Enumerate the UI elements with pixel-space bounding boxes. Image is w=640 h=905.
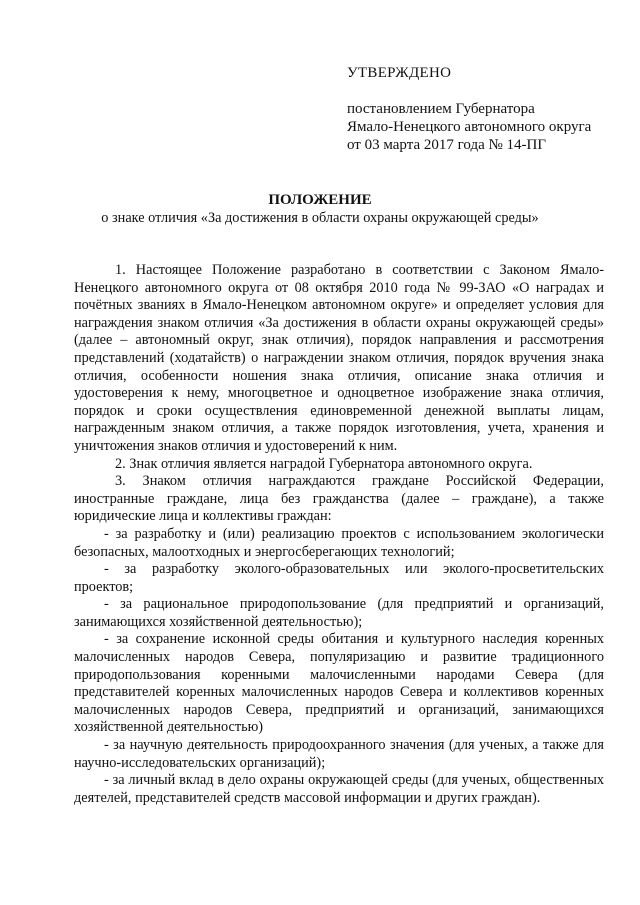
approval-line-1: постановлением Губернатора <box>347 101 535 117</box>
approval-block <box>347 64 627 154</box>
document-subtitle: о знаке отличия «За достижения в области охраны окружающей среды» <box>101 210 539 226</box>
approval-line-3: от 03 марта 2017 года № 14-ПГ <box>347 137 547 153</box>
list-item-3: - за рациональное природопользование (для предприятий и организаций, занимающихся хозяйственной деятельностью); <box>74 596 604 630</box>
approval-line-2: Ямало-Ненецкого автономного округа <box>347 119 592 135</box>
list-item-5: - за научную деятельность природоохранного значения (для ученых, а также для научно-исследовательских организаций); <box>74 737 604 771</box>
paragraph-1: 1. Настоящее Положение разработано в соответствии с Законом Ямало-Ненецкого автономного округа от 08 октября 2010 года № 99-ЗАО «О наградах и почётных званиях в Ямало-Ненецком автономном округе» и определяет условия для награждения знаком отличия «За достижения в области охраны окружающей среды» (далее – автономный округ, знак отличия), порядок направления и рассмотрения представлений (ходатайств) о награждении знаком отличия, порядок вручения знака отличия, особенности ношения знака отличия, описание знака отличия и удостоверения к нему, многоцветное и одноцветное изображение знака отличия, порядок и сроки осуществления единовременной денежной выплаты лицам, награжденным знаком отличия, а также порядок изготовления, учета, хранения и уничтожения знаков отличия и удостоверений к ним. <box>74 262 604 454</box>
list-item-2: - за разработку эколого-образовательных или эколого-просветительских проектов; <box>74 561 604 595</box>
list-item-4: - за сохранение исконной среды обитания и культурного наследия коренных малочисленных народов Севера, популяризацию и развитие традиционного природопользования коренными малочисленными народами Севера (для представителей коренных малочисленных народов Севера и коллективов коренных малочисленных народов Севера, предприятий и организаций, занимающихся хозяйственной деятельностью) <box>74 631 604 736</box>
list-item-1: - за разработку и (или) реализацию проектов с использованием экологически безопасных, малоотходных и энергосберегающих технологий; <box>74 525 604 560</box>
document-title: ПОЛОЖЕНИЕ <box>268 192 372 208</box>
paragraph-3: 3. Знаком отличия награждаются граждане Российской Федерации, иностранные граждане, лица без гражданства (далее – граждане), а также юридические лица и коллективы граждан: <box>74 473 604 525</box>
list-item-6: - за личный вклад в дело охраны окружающей среды (для ученых, общественных деятелей, представителей средств массовой информации и других граждан). <box>74 772 604 806</box>
approval-stamp-heading: УТВЕРЖДЕНО <box>347 65 452 81</box>
paragraph-2: 2. Знак отличия является наградой Губернатора автономного округа. <box>115 455 533 472</box>
document-body <box>74 262 604 807</box>
